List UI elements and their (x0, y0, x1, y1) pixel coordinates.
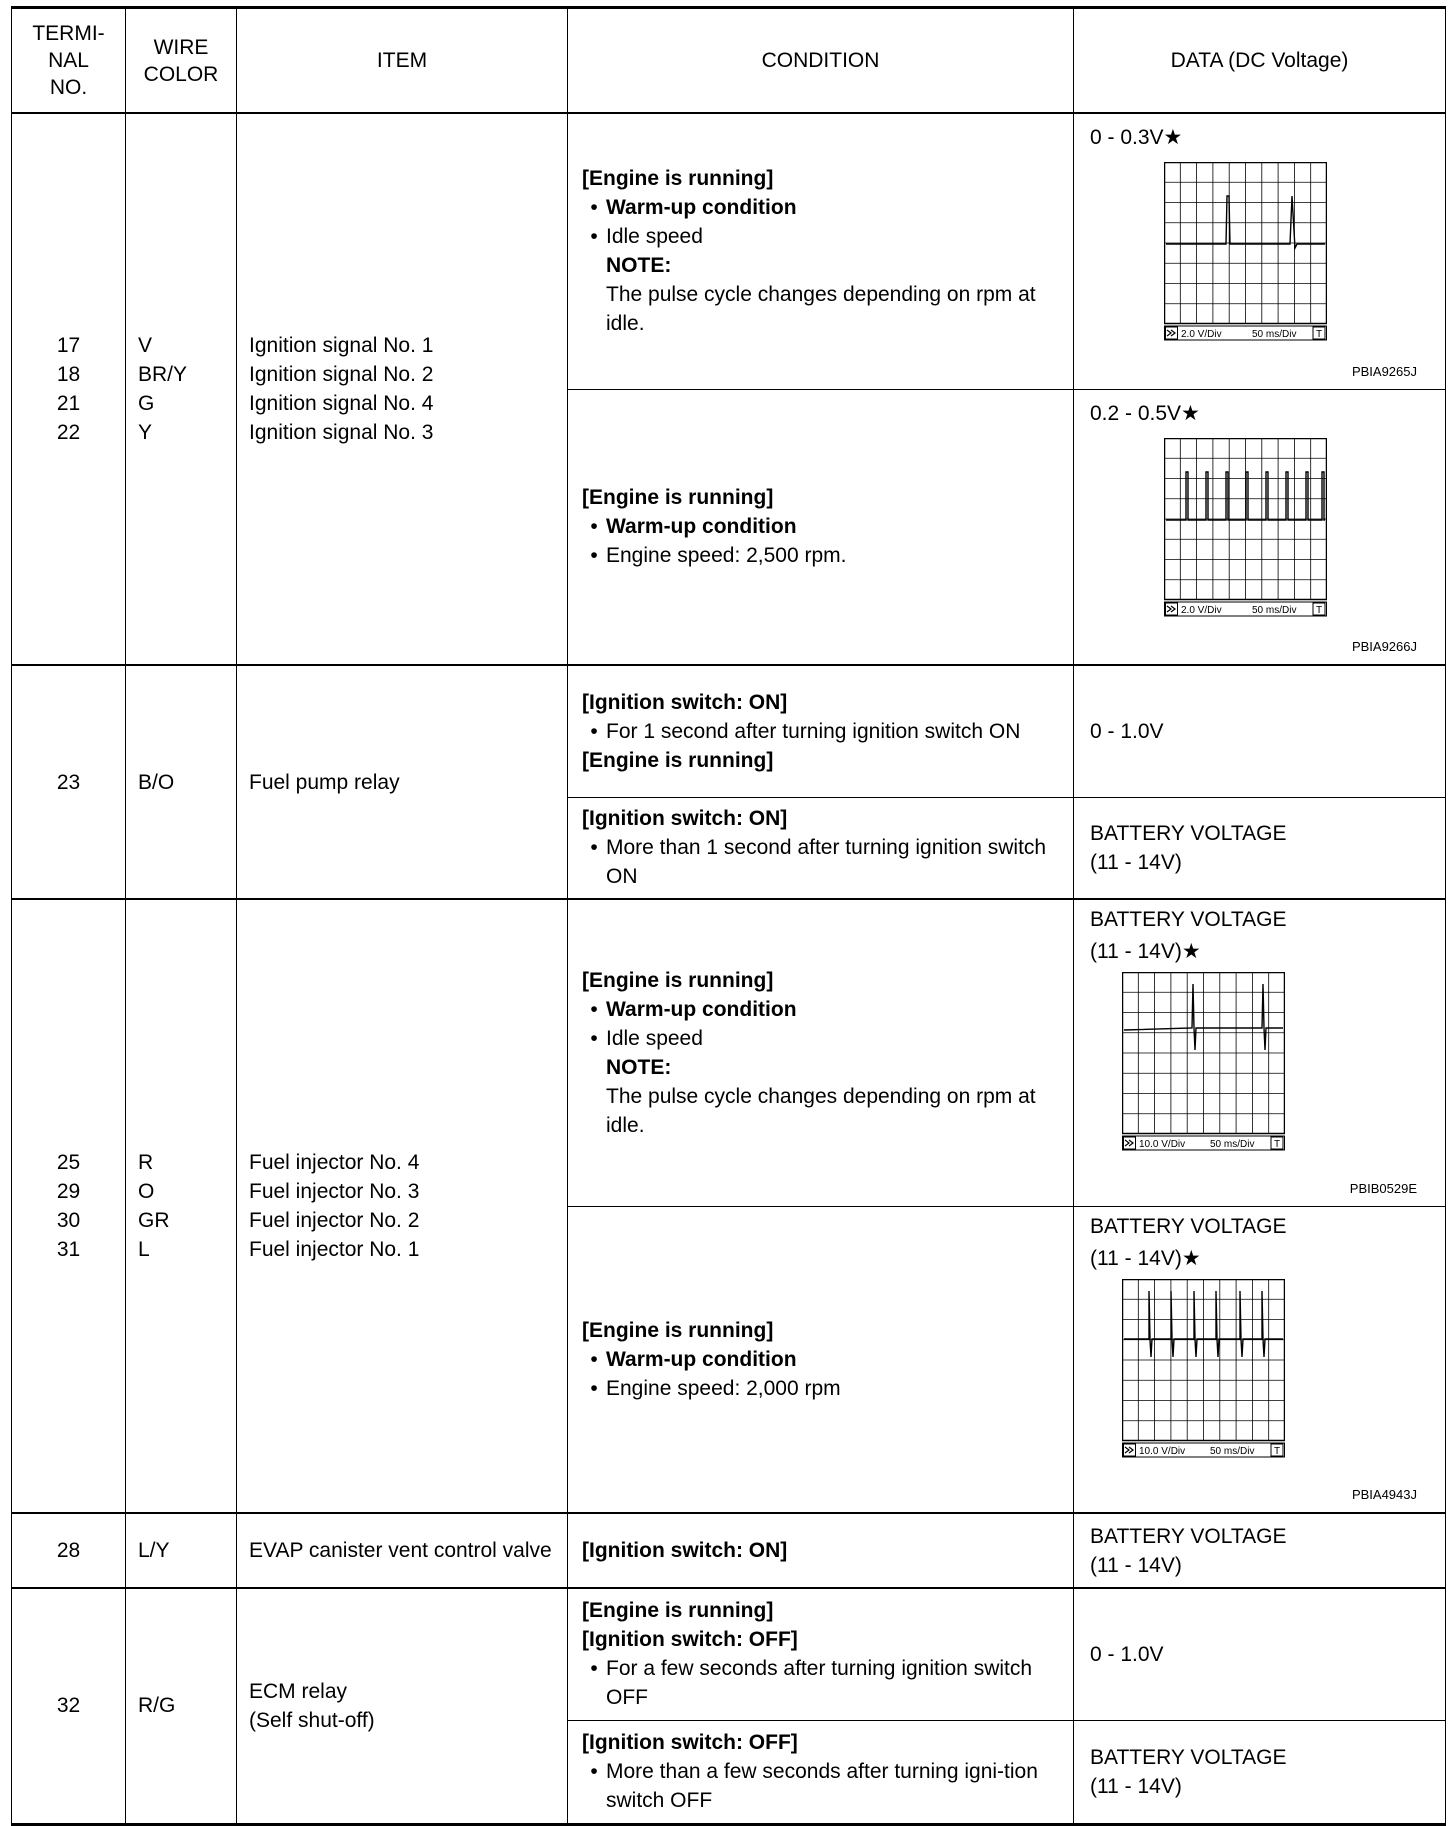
time-scale-label: 50 ms/Div (1210, 1139, 1255, 1150)
dc-voltage-value: BATTERY VOLTAGE (1090, 821, 1287, 845)
wire-color: GR (138, 1209, 170, 1232)
data-values (1090, 900, 1431, 968)
condition-title: [Engine is running] (582, 1599, 774, 1623)
item-name: EVAP canister vent control valve (249, 1539, 552, 1562)
item-name: (Self shut-off) (249, 1708, 375, 1732)
dc-voltage-value: (11 - 14V)★ (1090, 940, 1201, 963)
wire-color: G (138, 392, 155, 415)
wire-color: L (138, 1238, 150, 1261)
item-names (237, 1513, 568, 1588)
bullet-text: Idle speed (606, 1026, 703, 1050)
table-row (12, 665, 1446, 797)
data-cell (1074, 665, 1446, 797)
wire-color: V (138, 334, 153, 357)
data-cell (1074, 1720, 1446, 1824)
condition-title: [Engine is running] (582, 486, 774, 510)
data-cell (1074, 389, 1446, 665)
condition-title: [Ignition switch: ON] (582, 807, 788, 831)
condition-bullet (582, 193, 1063, 222)
condition-cell (568, 1720, 1074, 1824)
dc-voltage-value: 0.2 - 0.5V★ (1090, 401, 1200, 425)
bullet-icon: • (590, 997, 598, 1021)
wire-colors (126, 113, 237, 665)
bullet-icon: • (590, 515, 598, 539)
item-name: Fuel pump relay (249, 770, 400, 794)
data-values (1090, 1522, 1431, 1580)
item-names (237, 665, 568, 899)
data-cell (1074, 113, 1446, 389)
trigger-icon: T (1316, 329, 1323, 340)
terminal-table-page (11, 6, 1445, 1826)
wire-color: B/O (138, 770, 175, 794)
terminal-number: 22 (56, 421, 81, 444)
item-names (237, 1588, 568, 1824)
data-values (1090, 114, 1431, 154)
data-cell (1074, 1588, 1446, 1720)
bullet-icon: • (590, 1376, 598, 1400)
volt-scale-label: 2.0 V/Div (1181, 604, 1222, 616)
wire-color: R/G (138, 1694, 176, 1718)
wire-color: O (138, 1180, 155, 1203)
header-data: DATA (DC Voltage) (1074, 8, 1446, 114)
wire-color: Y (138, 421, 153, 444)
volt-scale-label: 10.0 V/Div (1139, 1445, 1186, 1457)
dc-voltage-value: 0 - 1.0V (1090, 719, 1164, 743)
note-text: The pulse cycle changes depending on rpm at idle. (606, 283, 1036, 336)
condition-cell (568, 1588, 1074, 1720)
figure-id: PBIA9265J (1351, 363, 1417, 379)
bullet-text: Warm-up condition (606, 196, 797, 220)
bullet-icon: • (590, 225, 598, 249)
dc-voltage-value: (11 - 14V) (1090, 1553, 1182, 1577)
dc-voltage-value: (11 - 14V) (1090, 850, 1182, 874)
wire-colors (126, 665, 237, 899)
item-name: Fuel injector No. 3 (249, 1180, 420, 1203)
bullet-text: More than 1 second after turning ignition switch ON (606, 836, 1047, 889)
item-name: Ignition signal No. 1 (249, 334, 434, 357)
item-name: ECM relay (249, 1679, 348, 1703)
item-name: Ignition signal No. 2 (249, 363, 434, 386)
item-name: Fuel injector No. 2 (249, 1209, 420, 1232)
condition-bullet (582, 1757, 1063, 1815)
wire-colors (126, 1513, 237, 1588)
data-values (1090, 1640, 1431, 1669)
bullet-icon: • (590, 1760, 598, 1783)
terminal-number: 28 (56, 1539, 81, 1562)
waveform-holder (1090, 1275, 1431, 1463)
terminal-numbers (12, 113, 126, 665)
condition-cell (568, 389, 1074, 665)
wire-colors (126, 899, 237, 1513)
dc-voltage-value: 0 - 1.0V (1090, 1642, 1164, 1666)
note-heading: NOTE: (606, 254, 672, 278)
bullet-icon: • (590, 544, 598, 568)
bullet-text: Engine speed: 2,500 rpm. (606, 544, 847, 568)
waveform-holder (1090, 154, 1431, 346)
trigger-icon: T (1274, 1139, 1281, 1150)
note-heading: NOTE: (606, 1055, 672, 1079)
terminal-number: 23 (56, 770, 81, 794)
oscilloscope-waveform (1122, 1279, 1285, 1463)
bullet-text: Warm-up condition (606, 1347, 797, 1371)
terminal-number: 25 (56, 1151, 81, 1174)
item-name: Fuel injector No. 1 (249, 1238, 420, 1261)
header-condition: CONDITION (568, 8, 1074, 114)
condition-title: [Engine is running] (582, 748, 774, 772)
data-cell (1074, 797, 1446, 899)
time-scale-label: 50 ms/Div (1252, 329, 1297, 340)
figure-id: PBIB0529E (1349, 1180, 1417, 1196)
condition-bullet (582, 995, 1063, 1024)
condition-bullet (582, 222, 1063, 251)
bullet-icon: • (590, 1347, 598, 1371)
condition-bullet (582, 541, 1063, 570)
wire-color: R (138, 1151, 154, 1174)
condition-cell (568, 1513, 1074, 1588)
wire-color: BR/Y (138, 363, 188, 386)
condition-bullet (582, 1654, 1063, 1712)
table-row (12, 113, 1446, 389)
bullet-text: Engine speed: 2,000 rpm (606, 1376, 841, 1400)
bullet-icon: • (590, 1026, 598, 1050)
ecm-terminal-table (11, 6, 1446, 1826)
figure-id: PBIA4943J (1351, 1487, 1417, 1502)
bullet-text: For 1 second after turning ignition switch ON (606, 719, 1021, 743)
dc-voltage-value: (11 - 14V)★ (1090, 1246, 1201, 1270)
condition-cell (568, 665, 1074, 797)
wire-color: L/Y (138, 1539, 170, 1562)
figure-id: PBIA9266J (1351, 639, 1417, 654)
terminal-number: 31 (56, 1238, 81, 1261)
data-cell (1074, 1513, 1446, 1588)
condition-bullet (582, 512, 1063, 541)
oscilloscope-waveform (1164, 162, 1327, 346)
trigger-icon: T (1274, 1445, 1281, 1457)
dc-voltage-value: BATTERY VOLTAGE (1090, 1214, 1287, 1238)
condition-bullet (582, 833, 1063, 891)
terminal-numbers (12, 1513, 126, 1588)
waveform-holder (1090, 430, 1431, 622)
header-row (12, 8, 1446, 114)
item-name: Fuel injector No. 4 (249, 1151, 420, 1174)
trigger-icon: T (1316, 604, 1323, 616)
item-name: Ignition signal No. 3 (249, 421, 434, 444)
bullet-text: For a few seconds after turning ignition switch OFF (606, 1657, 1033, 1710)
condition-title: [Ignition switch: OFF] (582, 1731, 798, 1754)
terminal-numbers (12, 1588, 126, 1824)
header-item: ITEM (237, 8, 568, 114)
note-text: The pulse cycle changes depending on rpm at idle. (606, 1084, 1036, 1137)
condition-title: [Ignition switch: OFF] (582, 1628, 798, 1652)
table-row (12, 1588, 1446, 1720)
terminal-number: 30 (56, 1209, 81, 1232)
bullet-icon: • (590, 836, 598, 860)
item-names (237, 113, 568, 665)
condition-bullet (582, 1345, 1063, 1374)
dc-voltage-value: BATTERY VOLTAGE (1090, 1745, 1287, 1769)
terminal-number: 29 (56, 1180, 81, 1203)
terminal-numbers (12, 665, 126, 899)
data-values (1090, 1207, 1431, 1275)
condition-title: [Engine is running] (582, 1318, 774, 1342)
dc-voltage-value: 0 - 0.3V★ (1090, 126, 1183, 149)
oscilloscope-waveform (1122, 972, 1285, 1156)
bullet-icon: • (590, 1657, 598, 1681)
condition-bullet (582, 717, 1063, 746)
condition-cell (568, 899, 1074, 1206)
header-terminal: TERMI- NAL NO. (12, 8, 126, 114)
item-names (237, 899, 568, 1513)
terminal-numbers (12, 899, 126, 1513)
waveform-holder (1090, 968, 1431, 1156)
bullet-icon: • (590, 719, 598, 743)
table-row (12, 1513, 1446, 1588)
condition-title: [Engine is running] (582, 968, 774, 992)
oscilloscope-waveform (1164, 438, 1327, 622)
data-values (1090, 717, 1431, 746)
data-cell (1074, 1206, 1446, 1513)
condition-note (582, 251, 1063, 338)
bullet-text: Warm-up condition (606, 997, 797, 1021)
time-scale-label: 50 ms/Div (1252, 604, 1297, 616)
data-values (1090, 1743, 1431, 1801)
wire-colors (126, 1588, 237, 1824)
data-cell (1074, 899, 1446, 1206)
bullet-icon: • (590, 196, 598, 220)
dc-voltage-value: (11 - 14V) (1090, 1774, 1182, 1798)
bullet-text: Warm-up condition (606, 515, 797, 539)
condition-note (582, 1053, 1063, 1140)
table-row (12, 899, 1446, 1206)
item-name: Ignition signal No. 4 (249, 392, 434, 415)
terminal-number: 32 (56, 1694, 81, 1718)
condition-bullet (582, 1374, 1063, 1403)
condition-bullet (582, 1024, 1063, 1053)
terminal-number: 18 (56, 363, 81, 386)
header-wire-color: WIRE COLOR (126, 8, 237, 114)
data-values (1090, 390, 1431, 430)
terminal-number: 21 (56, 392, 81, 415)
condition-cell (568, 1206, 1074, 1513)
bullet-text: Idle speed (606, 225, 703, 249)
volt-scale-label: 10.0 V/Div (1139, 1139, 1186, 1150)
time-scale-label: 50 ms/Div (1210, 1445, 1255, 1457)
condition-title: [Ignition switch: ON] (582, 1539, 788, 1562)
terminal-number: 17 (56, 334, 81, 357)
condition-cell (568, 113, 1074, 389)
bullet-text: More than a few seconds after turning igni-tion switch OFF (606, 1760, 1038, 1812)
condition-cell (568, 797, 1074, 899)
volt-scale-label: 2.0 V/Div (1181, 329, 1222, 340)
data-values (1090, 819, 1431, 877)
dc-voltage-value: BATTERY VOLTAGE (1090, 908, 1287, 931)
condition-title: [Ignition switch: ON] (582, 690, 788, 714)
dc-voltage-value: BATTERY VOLTAGE (1090, 1524, 1287, 1548)
condition-title: [Engine is running] (582, 167, 774, 191)
